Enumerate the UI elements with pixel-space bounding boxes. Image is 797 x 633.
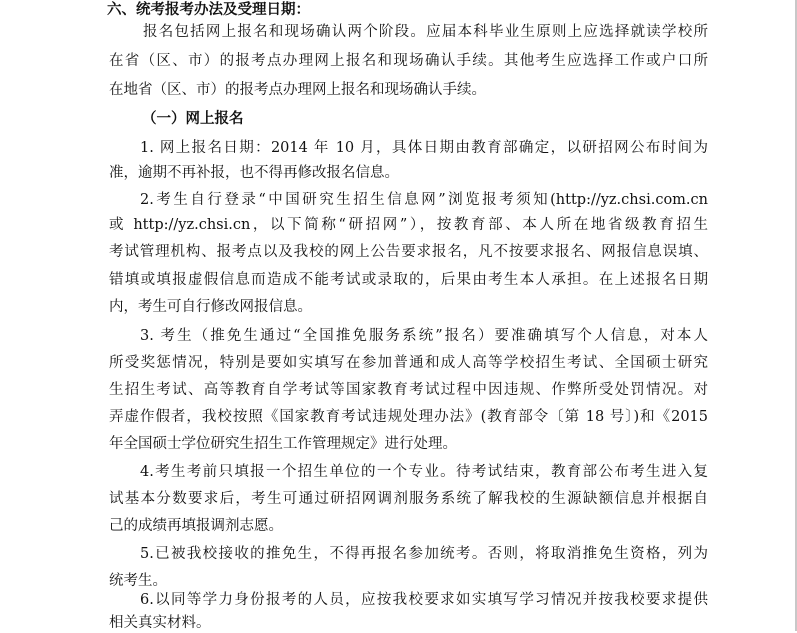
item-3-line-2: 所受奖惩情况，特别是要如实填写在参加普通和成人高等学校招生考试、全国硕士研究 bbox=[109, 355, 708, 371]
item-4-line-3: 己的成绩再填报调剂志愿。 bbox=[109, 518, 283, 534]
item-3-line-1: 3. 考生（推免生通过“全国推免服务系统”报名）要准确填写个人信息，对本人 bbox=[140, 328, 708, 344]
item-6-line-1: 6.以同等学力身份报考的人员，应按我校要求如实填写学习情况并按我校要求提供 bbox=[140, 592, 708, 608]
item-3-line-3: 生招生考试、高等教育自学考试等国家教育考试过程中因违规、作弊所受处罚情况。对 bbox=[109, 382, 708, 398]
item-6-line-2: 相关真实材料。 bbox=[109, 615, 211, 631]
item-2-line-3: 考试管理机构、报考点以及我校的网上公告要求报名，凡不按要求报名、网报信息误填、 bbox=[109, 244, 708, 260]
intro-line-1: 报名包括网上报名和现场确认两个阶段。应届本科毕业生原则上应选择就读学校所 bbox=[143, 24, 708, 40]
item-4-line-1: 4.考生考前只填报一个招生单位的一个专业。待考试结束，教育部公布考生进入复 bbox=[140, 464, 708, 480]
item-3-line-4: 弄虚作假者，我校按照《国家教育考试违规处理办法》(教育部令〔第 18 号〕)和《2015 bbox=[109, 409, 708, 425]
item-2-line-2: 或 http://yz.chsi.cn，以下简称“研招网”），按教育部、本人所在地省级教育招生 bbox=[109, 217, 708, 233]
section-heading: 六、统考报考办法及受理日期： bbox=[107, 1, 310, 18]
item-5-line-2: 统考生。 bbox=[109, 573, 167, 589]
item-2-line-5: 内，考生可自行修改网报信息。 bbox=[109, 299, 312, 315]
intro-line-3: 在地省（区、市）的报考点办理网上报名和现场确认手续。 bbox=[109, 82, 486, 98]
item-4-line-2: 试基本分数要求后，考生可通过研招网调剂服务系统了解我校的生源缺额信息并根据自 bbox=[109, 491, 708, 507]
item-3-line-5: 年全国硕士学位研究生招生工作管理规定》进行处理。 bbox=[109, 436, 457, 452]
item-2-line-1: 2.考生自行登录“中国研究生招生信息网”浏览报考须知(http://yz.chsi.com.cn bbox=[140, 192, 708, 208]
item-5-line-1: 5.已被我校接收的推免生，不得再报名参加统考。否则，将取消推免生资格，列为 bbox=[140, 546, 708, 562]
item-1-line-1: 1. 网上报名日期：2014 年 10 月，具体日期由教育部确定，以研招网公布时间为 bbox=[140, 140, 708, 156]
intro-line-2: 在省（区、市）的报考点办理网上报名和现场确认手续。其他考生应选择工作或户口所 bbox=[109, 53, 708, 69]
item-1-line-2: 准，逾期不再补报，也不得再修改报名信息。 bbox=[109, 165, 399, 181]
item-2-line-4: 错填或填报虚假信息而造成不能考试或录取的，后果由考生本人承担。在上述报名日期 bbox=[109, 272, 708, 288]
subheading: （一）网上报名 bbox=[142, 110, 244, 127]
